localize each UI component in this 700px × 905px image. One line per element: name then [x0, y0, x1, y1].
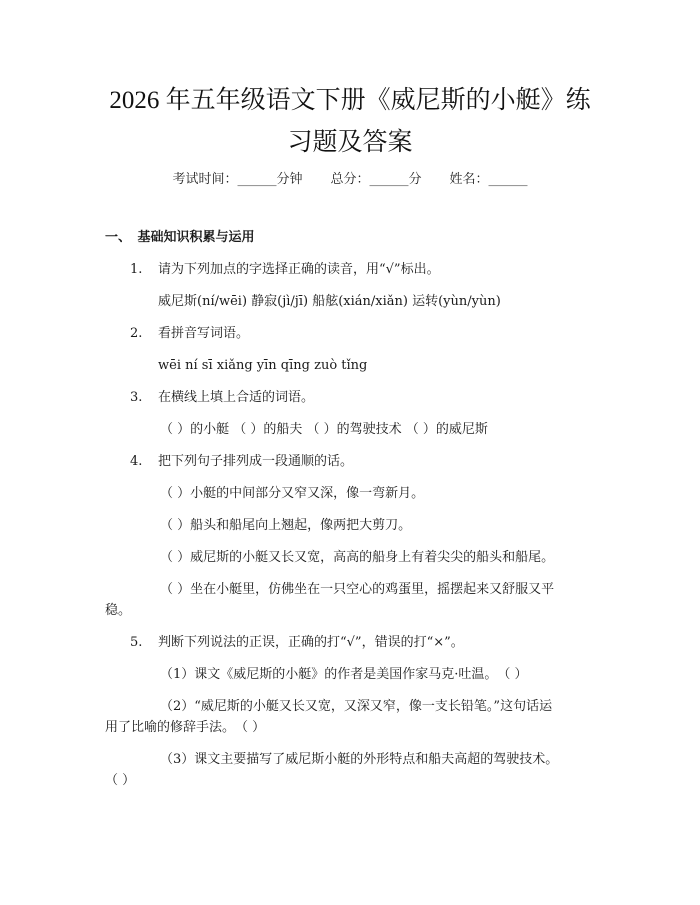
q4-item: （ ）威尼斯的小艇又长又宽，高高的船身上有着尖尖的船头和船尾。 [160, 550, 555, 565]
q4-item: （ ）小艇的中间部分又窄又深，像一弯新月。 [160, 486, 425, 501]
title-line-1: 2026 年五年级语文下册《威尼斯的小艇》练 [109, 87, 591, 114]
q1-number: 1. [130, 262, 143, 277]
q3-number: 3. [130, 390, 143, 405]
q4-text: 把下列句子排列成一段通顺的话。 [158, 454, 354, 469]
q5-statement-2: （2）“威尼斯的小艇又长又宽，又深又窄，像一支长铅笔。”这句话运 [160, 699, 553, 714]
q1-detail: 威尼斯(ní/wēi) 静寂(jì/jī) 船舷(xián/xiǎn) 运转(yùn/yùn) [158, 294, 501, 309]
q2-number: 2. [130, 326, 143, 341]
q1-text: 请为下列加点的字选择正确的读音，用“√”标出。 [158, 262, 440, 277]
exam-meta [0, 168, 700, 187]
total-score: 总分：______分 [330, 172, 422, 187]
q4-item-continuation: 稳。 [105, 603, 132, 618]
q4-item: （ ）坐在小艇里，仿佛坐在一只空心的鸡蛋里，摇摆起来又舒服又平 [160, 582, 555, 597]
q3-detail: （ ）的小艇 （ ）的船夫 （ ）的驾驶技术 （ ）的威尼斯 [160, 422, 488, 437]
document-title [80, 80, 620, 164]
exam-time: 考试时间：______分钟 [172, 172, 303, 187]
q2-detail: wēi ní sī xiǎng yīn qīng zuò tǐng [158, 358, 368, 373]
title-line-2: 习题及答案 [287, 129, 413, 156]
q5-statement-1: （1）课文《威尼斯的小艇》的作者是美国作家马克·吐温。 （ ） [160, 667, 528, 682]
q5-statement-3: （3）课文主要描写了威尼斯小艇的外形特点和船夫高超的驾驶技术。 [160, 752, 559, 767]
q5-text: 判断下列说法的正误，正确的打“√”，错误的打“×”。 [158, 635, 464, 650]
section-heading: 一、 基础知识积累与运用 [105, 230, 255, 245]
q5-number: 5. [130, 635, 143, 650]
q5-statement-3-continuation: （ ） [105, 773, 136, 788]
q3-text: 在横线上填上合适的词语。 [158, 390, 315, 405]
q2-text: 看拼音写词语。 [158, 326, 250, 341]
q4-number: 4. [130, 454, 143, 469]
q4-item: （ ）船头和船尾向上翘起，像两把大剪刀。 [160, 518, 412, 533]
student-name: 姓名：______ [449, 172, 528, 187]
q5-statement-2-continuation: 用了比喻的修辞手法。 （ ） [105, 720, 266, 735]
